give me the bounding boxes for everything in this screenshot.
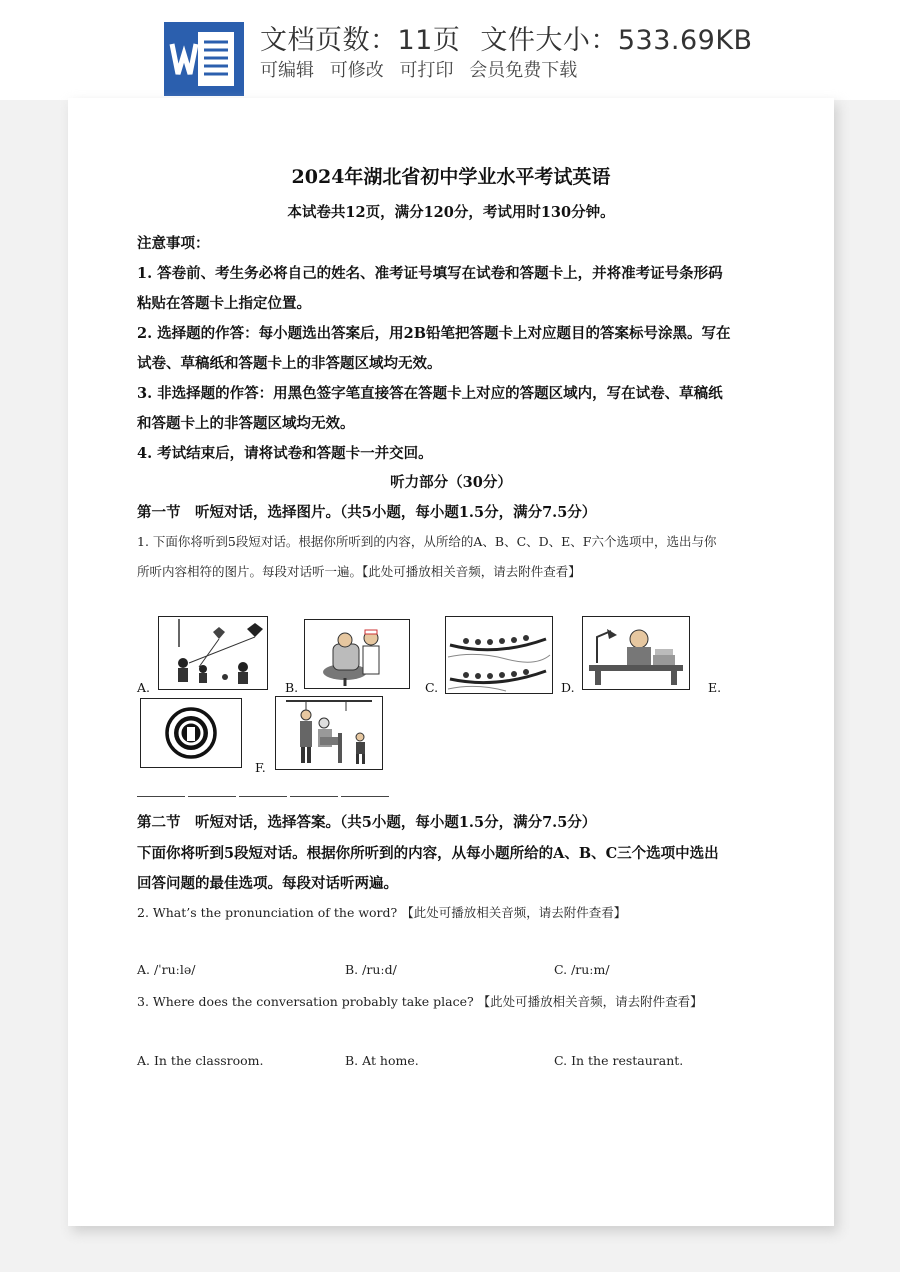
dentist-illustration: [305, 620, 409, 688]
feature-modifiable: 可修改: [329, 60, 384, 81]
picture-label-b: B.: [285, 680, 299, 695]
picture-label-c: C.: [425, 680, 439, 695]
picture-f-bus-seat[interactable]: [275, 696, 383, 770]
section2-instruction: 下面你将听到5段短对话。根据你所听到的内容，从每小题所给的A、B、C三个选项中选出: [137, 845, 719, 862]
notice-line: 1. 答卷前、考生务必将自己的姓名、准考证号填写在试卷和答题卡上，并将准考证号条形码: [137, 265, 723, 282]
dragon-boat-illustration: [446, 617, 552, 693]
exam-subtitle: 本试卷共12页，满分120分，考试用时130分钟。: [287, 204, 615, 221]
picture-label-e: E.: [708, 680, 722, 695]
file-size: 文件大小：533.69KB: [480, 25, 753, 56]
q1-instruction: 1. 下面你将听到5段短对话。根据你所听到的内容，从所给的A、B、C、D、E、F六个选项中，选出与你: [137, 534, 717, 549]
download-banner: [0, 0, 900, 100]
answer-blank[interactable]: [188, 796, 236, 797]
listening-heading: 听力部分（30分）: [390, 474, 512, 491]
q1-instruction: 所听内容相符的图片。每段对话听一遍。【此处可播放相关音频，请去附件查看】: [137, 564, 581, 579]
answer-blank[interactable]: [290, 796, 338, 797]
section1-heading: 第一节 听短对话，选择图片。（共5小题，每小题1.5分，满分7.5分）: [137, 504, 597, 521]
notice-line: 和答题卡上的非答题区域均无效。: [137, 415, 355, 432]
notice-heading: 注意事项：: [137, 235, 210, 252]
feature-list: [260, 56, 587, 82]
answer-blank[interactable]: [341, 796, 389, 797]
page-count: 文档页数：11页: [260, 25, 461, 56]
notice-line: 粘贴在答题卡上指定位置。: [137, 295, 311, 312]
kite-flying-illustration: [159, 617, 267, 689]
notice-line: 4. 考试结束后，请将试卷和答题卡一并交回。: [137, 445, 433, 462]
q3-option-b[interactable]: B. At home.: [345, 1053, 419, 1068]
prohibition-sign-icon: [141, 699, 241, 767]
section2-heading: 第二节 听短对话，选择答案。（共5小题，每小题1.5分，满分7.5分）: [137, 814, 597, 831]
giving-up-seat-illustration: [276, 697, 382, 769]
doc-stats: [260, 18, 773, 57]
feature-editable: 可编辑: [260, 60, 314, 81]
section2-instruction: 回答问题的最佳选项。每段对话听两遍。: [137, 875, 398, 892]
studying-illustration: [583, 617, 689, 689]
question-3: 3. Where does the conversation probably take place? 【此处可播放相关音频，请去附件查看】: [137, 994, 703, 1009]
answer-blank[interactable]: [239, 796, 287, 797]
picture-d-study-desk[interactable]: [582, 616, 690, 690]
notice-line: 3. 非选择题的作答：用黑色签字笔直接答在答题卡上对应的答题区域内，写在试卷、草稿纸: [137, 385, 723, 402]
answer-blank[interactable]: [137, 796, 185, 797]
picture-label-d: D.: [561, 680, 575, 695]
picture-c-dragon-boats[interactable]: [445, 616, 553, 694]
q2-option-a[interactable]: A. /ˈruːlə/: [137, 962, 196, 977]
picture-b-dentist[interactable]: [304, 619, 410, 689]
q3-option-a[interactable]: A. In the classroom.: [137, 1053, 264, 1068]
notice-line: 2. 选择题的作答：每小题选出答案后，用2B铅笔把答题卡上对应题目的答案标号涂黑。写在: [137, 325, 731, 342]
picture-a-kites[interactable]: [158, 616, 268, 690]
q2-option-c[interactable]: C. /ruːm/: [554, 962, 610, 977]
picture-e-no-smoking-sign[interactable]: [140, 698, 242, 768]
q2-option-b[interactable]: B. /ruːd/: [345, 962, 397, 977]
q3-option-c[interactable]: C. In the restaurant.: [554, 1053, 684, 1068]
picture-label-a: A.: [137, 680, 151, 695]
exam-paper: [68, 98, 834, 1226]
exam-title: 2024年湖北省初中学业水平考试英语: [291, 166, 611, 188]
question-2: 2. What’s the pronunciation of the word? 【此处可播放相关音频，请去附件查看】: [137, 905, 627, 920]
picture-label-f: F.: [255, 760, 266, 775]
feature-printable: 可打印: [399, 60, 454, 81]
notice-line: 试卷、草稿纸和答题卡上的非答题区域均无效。: [137, 355, 442, 372]
feature-free-download[interactable]: 会员免费下载: [469, 60, 578, 81]
word-document-icon: [164, 22, 244, 96]
